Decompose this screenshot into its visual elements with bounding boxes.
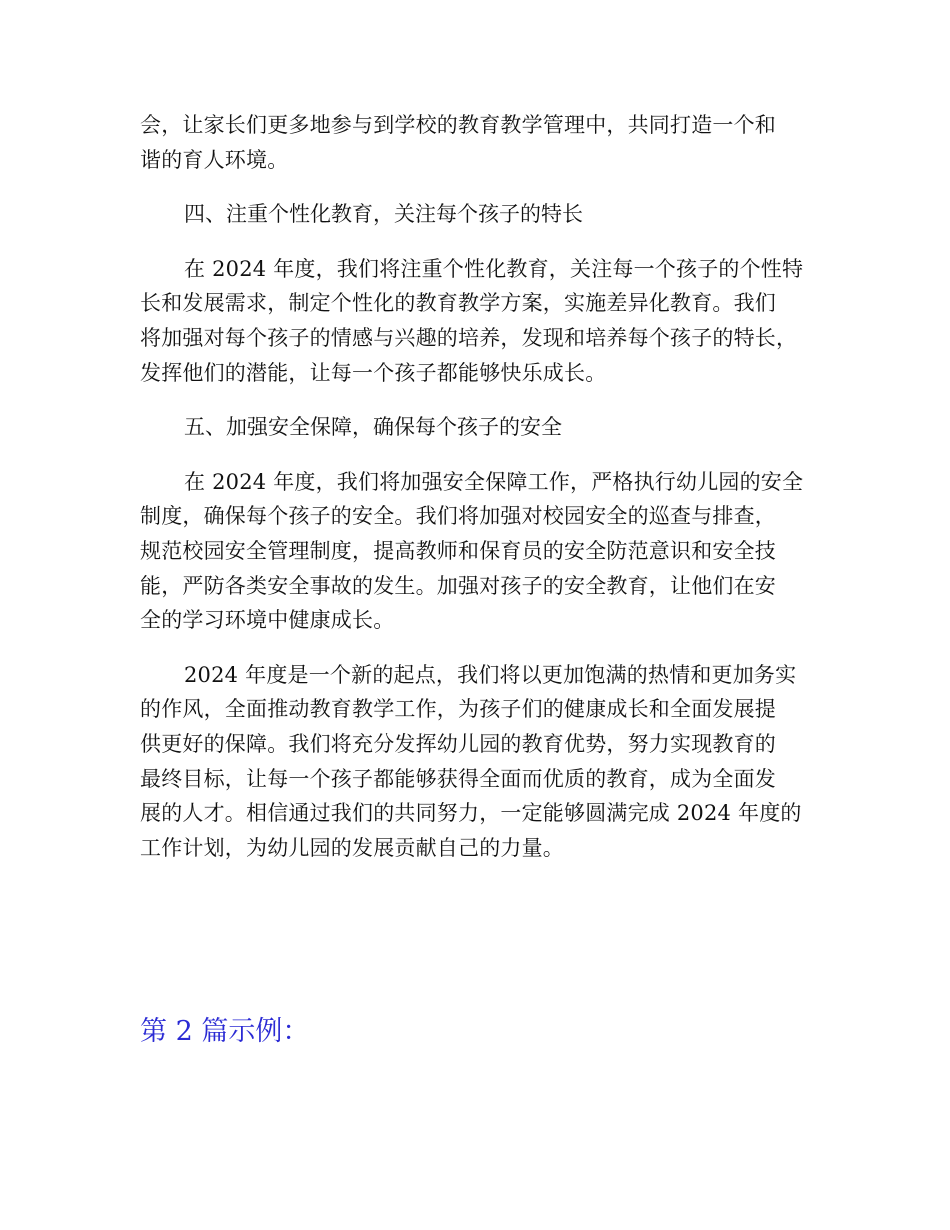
text-line: 最终目标，让每一个孩子都能够获得全面而优质的教育，成为全面发 [140,766,776,791]
text-line: 在 2024 年度，我们将注重个性化教育，关注每一个孩子的个性特 [184,256,804,281]
paragraph-section-5 [140,465,830,638]
text-line: 会，让家长们更多地参与到学校的教育教学管理中，共同打造一个和 [140,113,776,137]
paragraph-conclusion [140,658,830,866]
text-line: 供更好的保障。我们将充分发挥幼儿园的教育优势，努力实现教育的 [140,731,776,756]
text-line: 能，严防各类安全事故的发生。加强对孩子的安全教育，让他们在安 [140,573,776,598]
text-line: 制度，确保每个孩子的安全。我们将加强对校园安全的巡查与排查， [140,504,776,529]
text-line: 长和发展需求，制定个性化的教育教学方案，实施差异化教育。我们 [140,291,776,316]
section-title-example-2: 第 2 篇示例： [140,1016,310,1047]
text-line: 将加强对每个孩子的情感与兴趣的培养，发现和培养每个孩子的特长， [140,325,798,350]
text-line: 的作风，全面推动教育教学工作，为孩子们的健康成长和全面发展提 [140,697,776,722]
text-line: 发挥他们的潜能，让每一个孩子都能够快乐成长。 [140,360,607,385]
text-line: 工作计划，为幼儿园的发展贡献自己的力量。 [140,835,564,860]
document-body [140,108,830,865]
text-line: 在 2024 年度，我们将加强安全保障工作，严格执行幼儿园的安全 [184,469,804,494]
heading-section-5: 五、加强安全保障，确保每个孩子的安全 [184,415,562,440]
heading-section-4: 四、注重个性化教育，关注每个孩子的特长 [184,202,583,227]
text-line: 全的学习环境中健康成长。 [140,608,395,633]
paragraph-intro [140,108,830,177]
text-line: 规范校园安全管理制度，提高教师和保育员的安全防范意识和安全技 [140,538,776,563]
text-line: 2024 年度是一个新的起点，我们将以更加饱满的热情和更加务实 [184,662,797,687]
text-line: 谐的育人环境。 [140,147,289,172]
text-line: 展的人才。相信通过我们的共同努力，一定能够圆满完成 2024 年度的 [140,801,802,826]
paragraph-section-4 [140,252,830,390]
